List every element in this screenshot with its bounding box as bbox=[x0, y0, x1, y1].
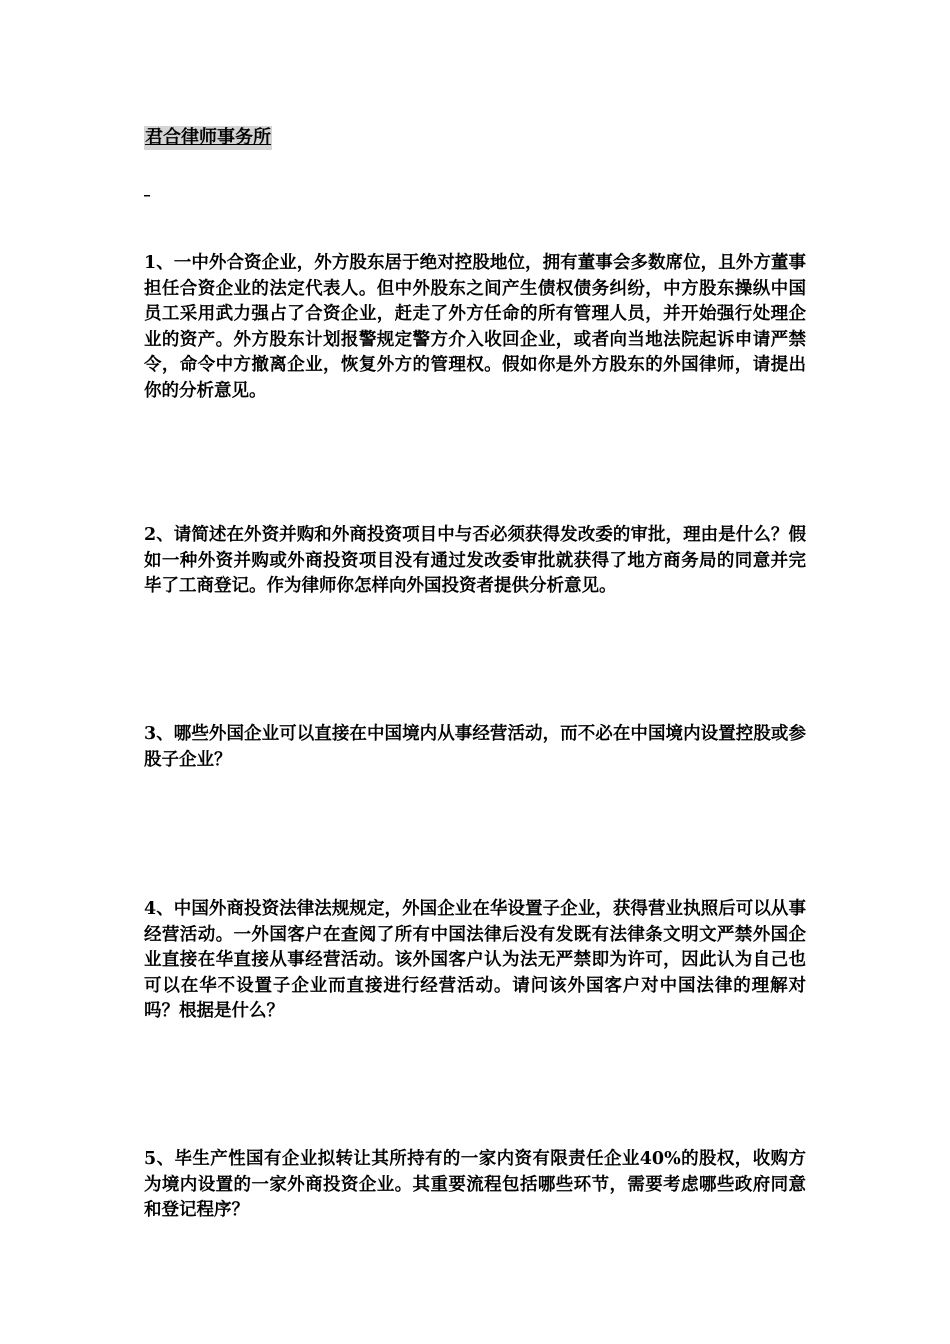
question-2: 2、请简述在外资并购和外商投资项目中与否必须获得发改委的审批，理由是什么？假如一种外资并购或外商投资项目没有通过发改委审批就获得了地方商务局的同意并完毕了工商登记。作为律师你怎样向外国投资者提供分析意见。 bbox=[144, 525, 806, 596]
underscore-mark: _ bbox=[144, 183, 150, 197]
question-3: 3、哪些外国企业可以直接在中国境内从事经营活动，而不必在中国境内设置控股或参股子企业？ bbox=[144, 724, 806, 770]
question-5: 5、毕生产性国有企业拟转让其所持有的一家内资有限责任企业40%的股权，收购方为境内设置的一家外商投资企业。其重要流程包括哪些环节，需要考虑哪些政府同意和登记程序？ bbox=[144, 1149, 806, 1220]
document-title: 君合律师事务所 bbox=[145, 127, 271, 148]
question-1: 1、一中外合资企业，外方股东居于绝对控股地位，拥有董事会多数席位，且外方董事担任合资企业的法定代表人。但中外股东之间产生债权债务纠纷，中方股东操纵中国员工采用武力强占了合资企业，赶走了外方任命的所有管理人员，并开始强行处理企业的资产。外方股东计划报警规定警方介入收回企业，或者向当地法院起诉申请严禁令，命令中方撤离企业，恢复外方的管理权。假如你是外方股东的外国律师，请提出你的分析意见。 bbox=[144, 253, 806, 401]
question-4: 4、中国外商投资法律法规规定，外国企业在华设置子企业，获得营业执照后可以从事经营活动。一外国客户在查阅了所有中国法律后没有发既有法律条文明文严禁外国企业直接在华直接从事经营活动。该外国客户认为法无严禁即为许可，因此认为自己也可以在华不设置子企业而直接进行经营活动。请问该外国客户对中国法律的理解对吗？根据是什么？ bbox=[144, 899, 806, 1021]
